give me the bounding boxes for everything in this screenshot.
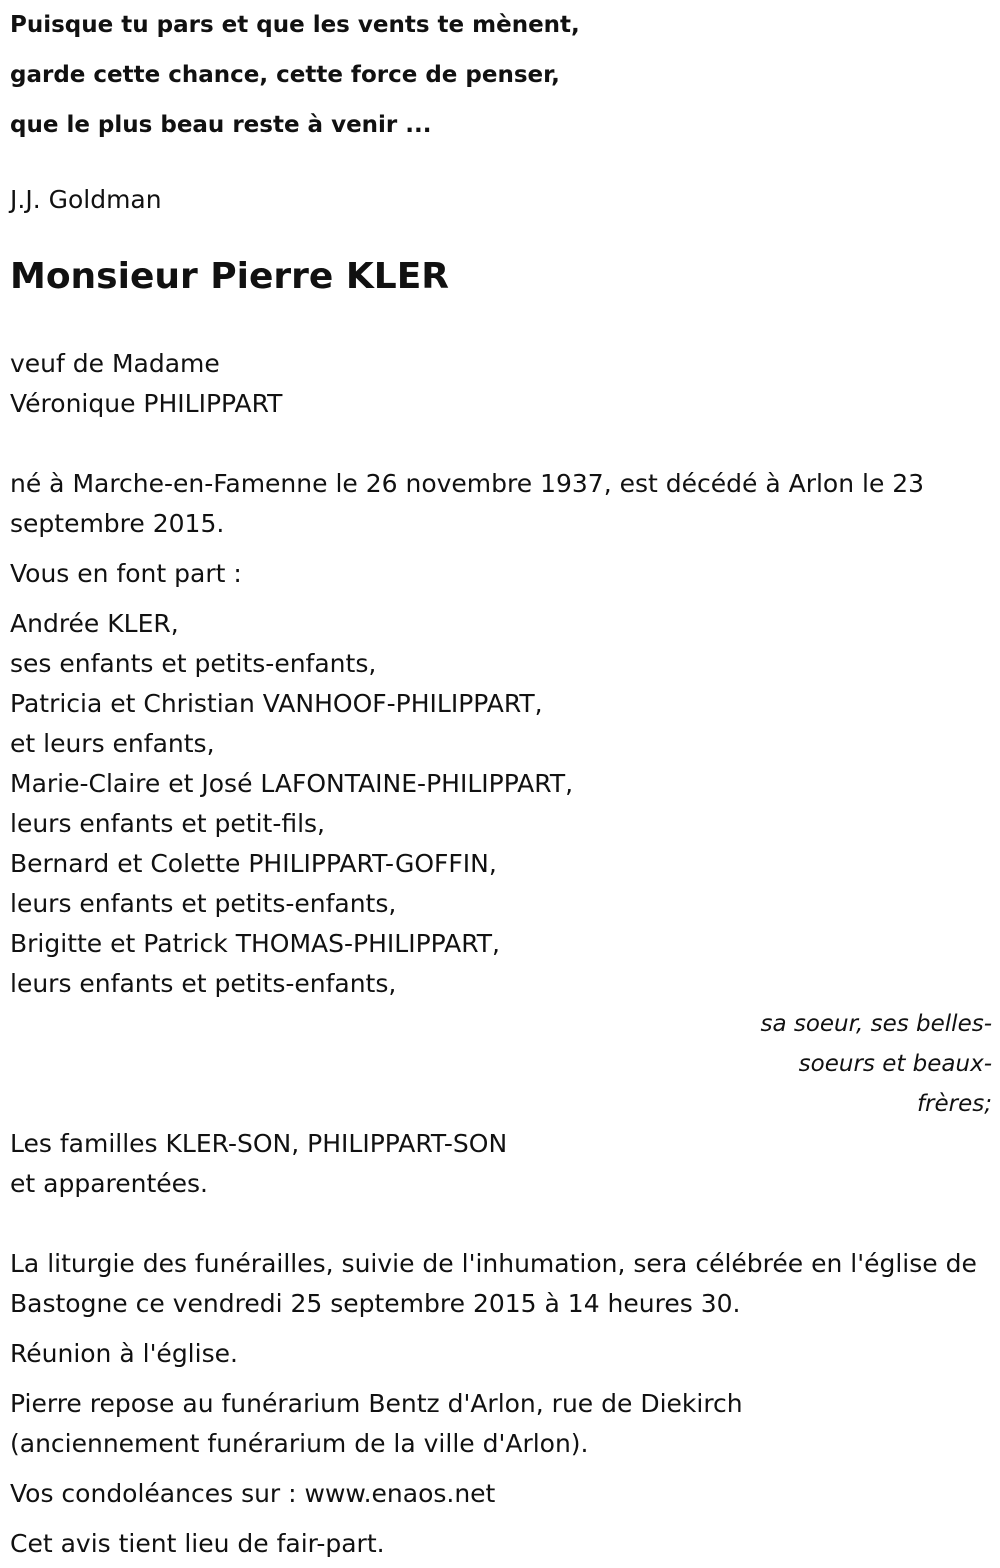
family-line: leurs enfants et petit-fils, [10, 809, 326, 838]
widow-of-name: Véronique PHILIPPART [10, 389, 283, 418]
liturgy-details: La liturgie des funérailles, suivie de l'inhumation, sera célébrée en l'église de Bastogne ce vendredi 25 septembre 2015 à 14 heures 30. [10, 1249, 977, 1318]
resting-place [10, 1384, 992, 1464]
family-list [10, 604, 992, 1004]
condolences-info: Vos condoléances sur : www.enaos.net [10, 1479, 496, 1508]
deceased-name: Monsieur Pierre KLER [10, 256, 450, 297]
family-line: ses enfants et petits-enfants, [10, 649, 377, 678]
family-line: Patricia et Christian VANHOOF-PHILIPPART, [10, 689, 543, 718]
quote-line-2: garde cette chance, cette force de penser, [10, 62, 560, 88]
relation-note: sa soeur, ses belles-soeurs et beaux-frères; [760, 1011, 992, 1117]
quote-line-1: Puisque tu pars et que les vents te mènent, [10, 12, 580, 38]
obituary-notice [10, 0, 992, 1564]
quote-line-3: que le plus beau reste à venir ... [10, 112, 432, 138]
extended-families [10, 1124, 992, 1204]
family-line: Bernard et Colette PHILIPPART-GOFFIN, [10, 849, 497, 878]
family-line: leurs enfants et petits-enfants, [10, 969, 397, 998]
widow-of [10, 344, 992, 424]
family-line: leurs enfants et petits-enfants, [10, 889, 397, 918]
families-line-2: et apparentées. [10, 1169, 208, 1198]
announcement-intro: Vous en font part : [10, 559, 242, 588]
family-line: et leurs enfants, [10, 729, 215, 758]
birth-death-statement: né à Marche-en-Famenne le 26 novembre 1937, est décédé à Arlon le 23 septembre 2015. [10, 469, 925, 538]
resting-place-line-2: (anciennement funérarium de la ville d'Arlon). [10, 1429, 589, 1458]
notice-statement: Cet avis tient lieu de fair-part. [10, 1529, 385, 1558]
quote-block [10, 0, 992, 150]
meeting-info: Réunion à l'église. [10, 1339, 238, 1368]
resting-place-line-1: Pierre repose au funérarium Bentz d'Arlon, rue de Diekirch [10, 1389, 743, 1418]
family-line: Andrée KLER, [10, 609, 179, 638]
quote-author: J.J. Goldman [10, 185, 162, 214]
widow-of-label: veuf de Madame [10, 349, 220, 378]
family-line: Brigitte et Patrick THOMAS-PHILIPPART, [10, 929, 501, 958]
family-line: Marie-Claire et José LAFONTAINE-PHILIPPART, [10, 769, 574, 798]
families-line-1: Les familles KLER-SON, PHILIPPART-SON [10, 1129, 508, 1158]
